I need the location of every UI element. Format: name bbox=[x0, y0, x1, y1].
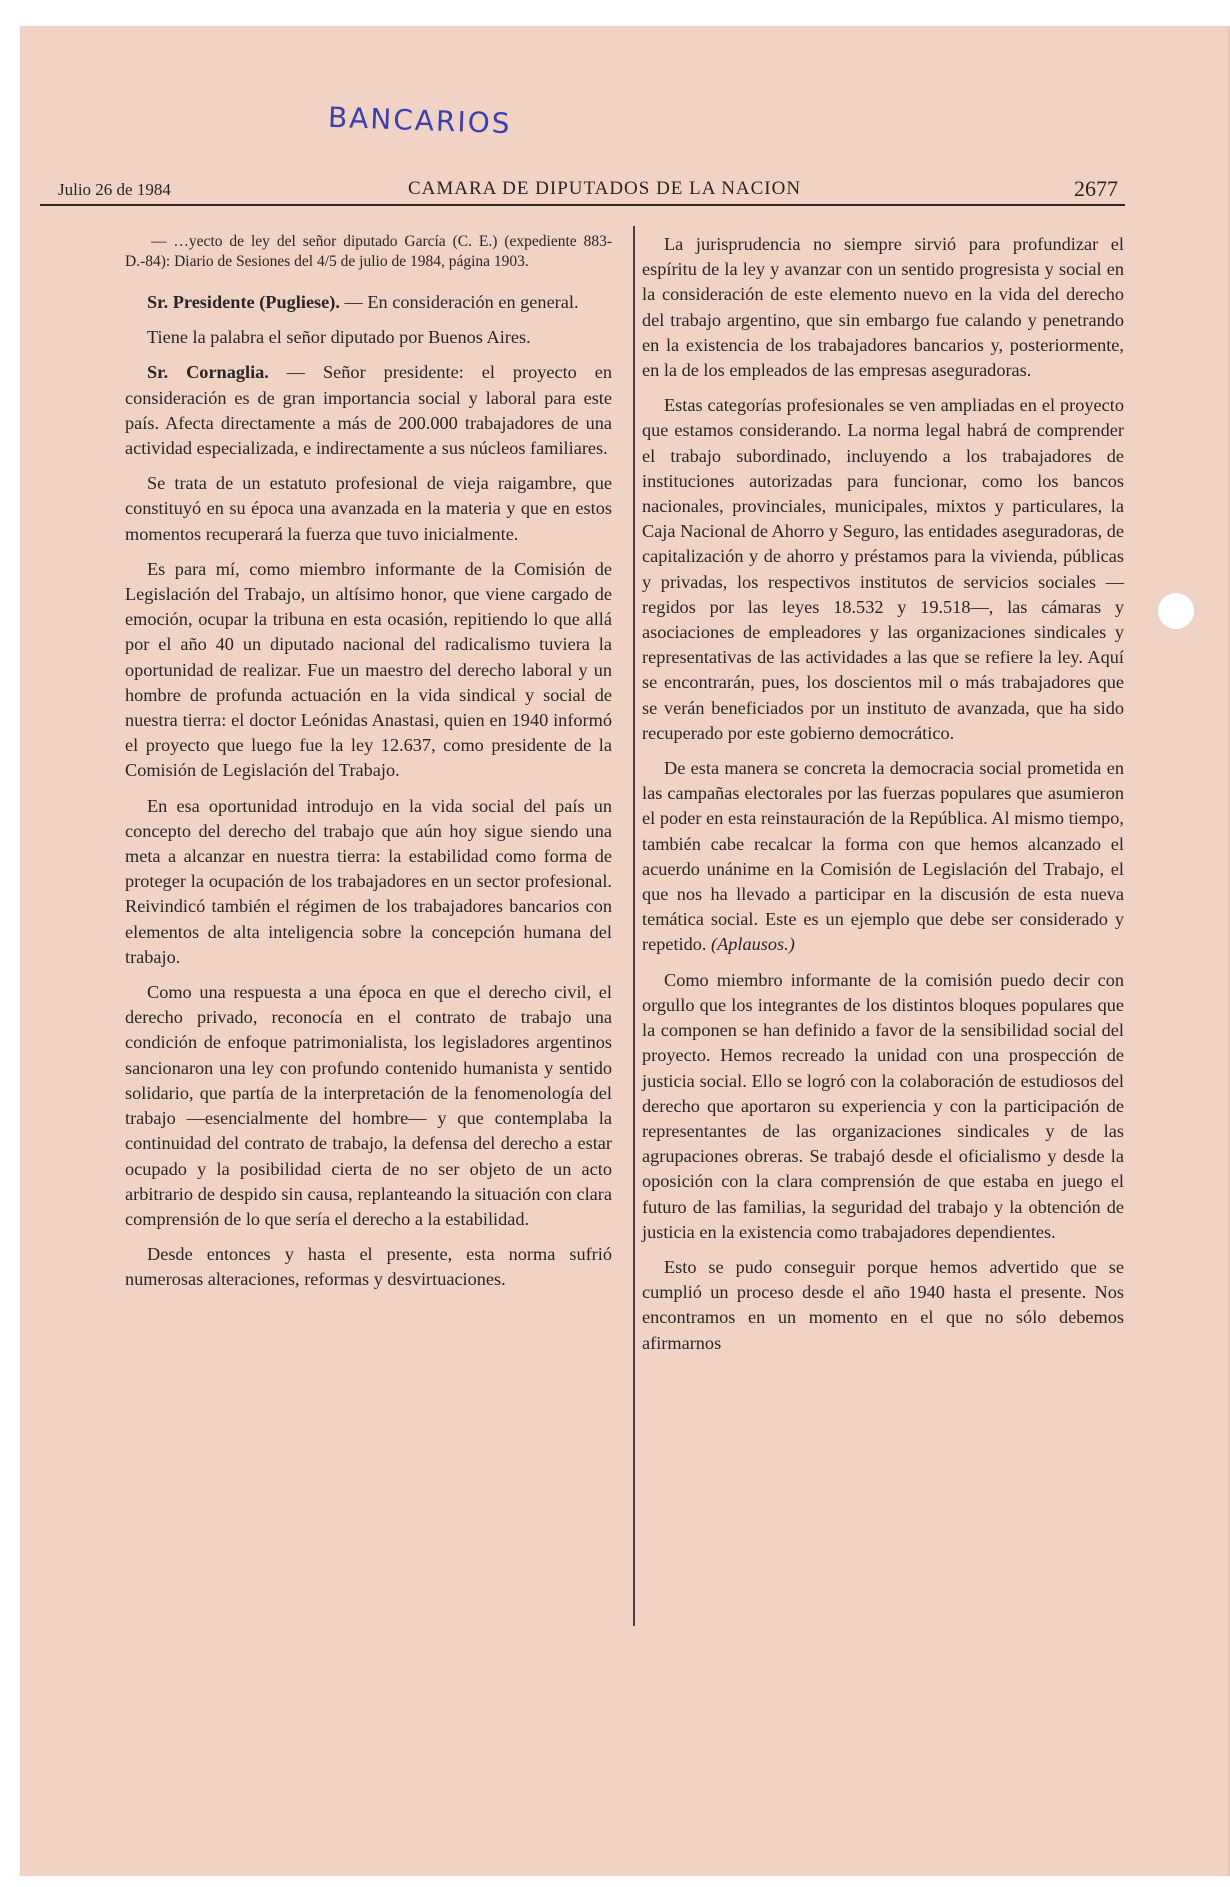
paragraph: Tiene la palabra el señor diputado por Buenos Aires. bbox=[147, 327, 531, 348]
punch-hole bbox=[1157, 592, 1195, 630]
paragraph: — …yecto de ley del señor diputado García (C. E.) (expediente 883-D.-84): Diario de Sesiones del 4/5 de julio de 1984, página 1903. bbox=[125, 233, 612, 270]
document-page bbox=[20, 26, 1230, 1876]
speaker-name: Sr. Cornaglia. bbox=[147, 362, 269, 383]
left-column bbox=[125, 232, 612, 1303]
paragraph: Esto se pudo conseguir porque hemos advertido que se cumplió un proceso desde el año 1940 hasta el presente. Nos encontramos en un momento en el que no sólo debemos afirmarnos bbox=[642, 1256, 1124, 1353]
header-rule bbox=[40, 204, 1125, 206]
paragraph bbox=[642, 756, 1124, 958]
speaker-name: Sr. Presidente (Pugliese). bbox=[147, 292, 340, 312]
paragraph: En esa oportunidad introdujo en la vida social del país un concepto del derecho del trabajo que aún hoy sigue siendo una meta a alcanzar en nuestra tierra: la estabilidad como forma de proteger la ocupación de los trabajadores en un sector profesional. Reivindicó también el régimen de los trabajadores bancarios con elementos de alta inteligencia sobre la concepción humana del trabajo. bbox=[125, 795, 612, 967]
paragraph: La jurisprudencia no siempre sirvió para profundizar el espíritu de la ley y avanzar con un sentido progresista y social en la consideración de este elemento nuevo en la vida del derecho del trabajo argentino, que sin embargo fue calando y penetrando en la existencia de los trabajadores bancarios y, posteriormente, en la de los empleados de las empresas aseguradoras. bbox=[642, 234, 1124, 381]
paragraph-text: — En consideración en general. bbox=[339, 292, 579, 312]
paragraph: Se trata de un estatuto profesional de vieja raigambre, que constituyó en su época una avanzada en la materia y que en estos momentos recuperará la fuerza que tuvo inicialmente. bbox=[125, 473, 612, 544]
right-column bbox=[642, 232, 1124, 1366]
column-divider bbox=[633, 226, 635, 1626]
handwritten-annotation: BANCARIOS bbox=[327, 100, 513, 141]
header-date: Julio 26 de 1984 bbox=[58, 180, 171, 199]
paragraph: Estas categorías profesionales se ven ampliadas en el proyecto que estamos considerando. La norma legal habrá de comprender el trabajo subordinado, incluyendo a los trabajadores de instituciones autorizadas para funcionar, como los bancos nacionales, provinciales, municipales, mixtos y particulares, la Caja Nacional de Ahorro y Seguro, las entidades aseguradoras, de capitalización y de ahorro y préstamos para la vivienda, públicas y privadas, los respectivos institutos de servicios sociales —regidos por las leyes 18.532 y 19.518—, las cámaras y asociaciones de empleadores y las organizaciones sindicales y representativas de las actividades a las que se refiere la ley. Aquí se encontrarán, pues, los doscientos mil o más trabajadores que se verán beneficiados por un instituto de avanzada, que ha sido recuperado por este gobierno democrático. bbox=[642, 395, 1124, 743]
paragraph bbox=[125, 290, 612, 315]
paragraph bbox=[125, 360, 612, 461]
page-number: 2677 bbox=[1074, 176, 1118, 201]
paragraph-text: — Señor presidente: el proyecto en consideración es de gran importancia social y laboral para este país. Afecta directamente a más de 200.000 trabajadores de una actividad especializada, e indirectamente a sus núcleos familiares. bbox=[125, 362, 612, 459]
paragraph: Desde entonces y hasta el presente, esta norma sufrió numerosas alteraciones, reformas y desvirtuaciones. bbox=[125, 1244, 612, 1290]
page-header bbox=[58, 176, 1118, 202]
paragraph: Como una respuesta a una época en que el derecho civil, el derecho privado, reconocía en el contrato de trabajo una condición de enfoque patrimonialista, los legisladores argentinos sancionaron una ley con profundo contenido humanista y sentido solidario, que partía de la interpretación de la fenomenología del trabajo —esencialmente del hombre— y que contemplaba la continuidad del contrato de trabajo, la defensa del derecho a estar ocupado y la posibilidad cierta de no ser objeto de un acto arbitrario de despido sin causa, replanteando la situación con clara comprensión de lo que sería el derecho a la estabilidad. bbox=[125, 982, 612, 1229]
paragraph: Es para mí, como miembro informante de la Comisión de Legislación del Trabajo, un altísimo honor, que viene cargado de emoción, ocupar la tribuna en esta ocasión, repitiendo lo que allá por el año 40 un diputado nacional del radicalismo tuviera la oportunidad de realizar. Fue un maestro del derecho laboral y un hombre de profunda actuación en la vida sindical y social de nuestra tierra: el doctor Leónidas Anastasi, quien en 1940 informó el proyecto que luego fue la ley 12.637, como presidente de la Comisión de Legislación del Trabajo. bbox=[125, 558, 612, 781]
paragraph: Como miembro informante de la comisión puedo decir con orgullo que los integrantes de los distintos bloques populares que la componen se han definido a favor de la sensibilidad social del proyecto. Hemos recreado la unidad con una prospección de justicia social. Ello se logró con la colaboración de estudiosos del derecho que aportaron su experiencia y con la participación de representantes de las organizaciones sindicales y de las agrupaciones obreras. Se trabajó desde el oficialismo y desde la oposición con la clara comprensión de que estaba en juego el futuro de las familias, la seguridad del trabajo y la obtención de justicia en la existencia como trabajadores dependientes. bbox=[642, 969, 1124, 1242]
paragraph-text: De esta manera se concreta la democracia social prometida en las campañas electorales por las fuerzas populares que asumieron el poder en esta reinstauración de la República. Al mismo tiempo, también cabe recalcar la forma con que hemos alcanzado el acuerdo unánime en la Comisión de Legislación del Trabajo, el que nos ha llevado a participar en la discusión de esta nueva temática social. Este es un ejemplo que debe ser considerado y repetido. bbox=[642, 758, 1124, 955]
applause-note: (Aplausos.) bbox=[706, 934, 795, 955]
header-title: CAMARA DE DIPUTADOS DE LA NACION bbox=[408, 178, 802, 199]
